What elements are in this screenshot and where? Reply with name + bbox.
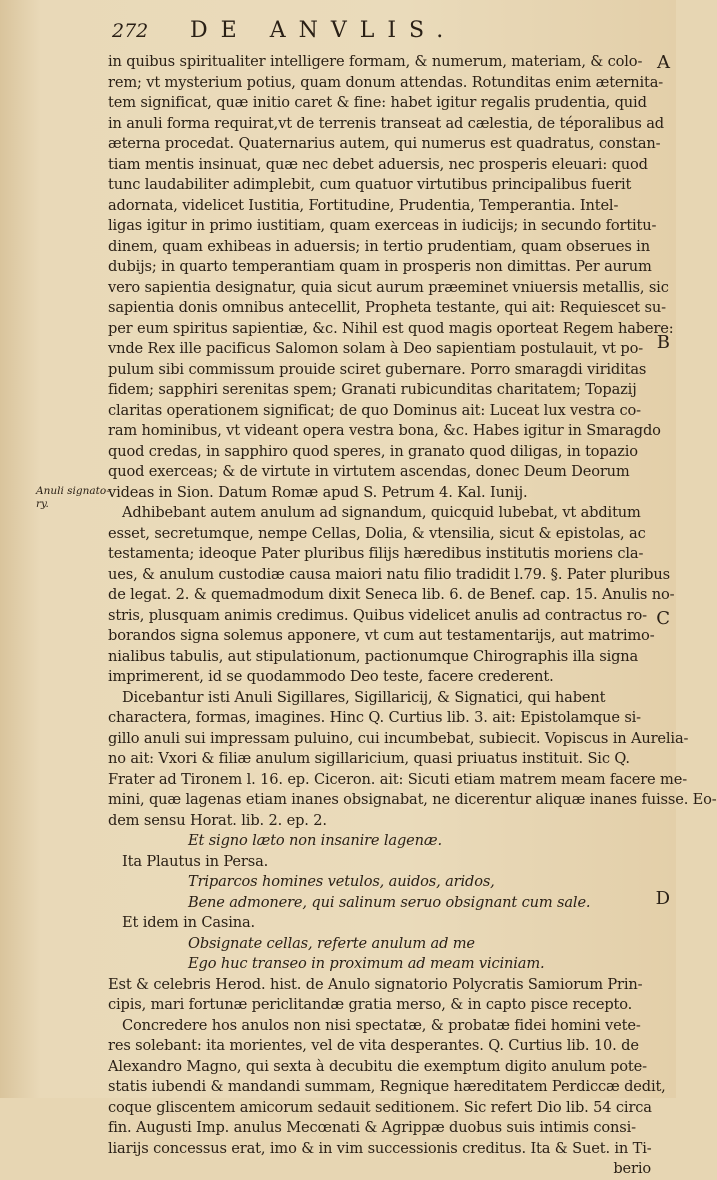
text-line: nialibus tabulis, aut stipulationum, pactionumque Chirographis illa signa (108, 647, 639, 665)
text-line: Obsignate cellas, referte anulum ad me (188, 934, 475, 952)
margin-letter-a: A (657, 52, 670, 73)
body-text (108, 52, 717, 1180)
margin-note (36, 485, 110, 511)
margin-letter-b: B (656, 332, 670, 353)
text-line: tem significat, quæ initio caret & fine: habet igitur regalis prudentia, quid (108, 94, 647, 111)
text-line: pulum sibi commissum prouide sciret gubernare. Porro smaragdi viriditas (108, 360, 647, 378)
margin-letter-d: D (655, 888, 670, 909)
margin-note-line: ry. (36, 498, 49, 510)
text-line: liarijs concessus erat, imo & in vim successionis creditus. Ita & Suet. in Ti- (108, 1139, 652, 1157)
text-line: vero sapientia designatur, quia sicut aurum præeminet vniuersis metallis, sic (108, 278, 669, 296)
text-line: statis iubendi & mandandi summam, Regnique hæreditatem Perdiccæ dedit, (108, 1078, 666, 1095)
text-line: esset, secretumque, nempe Cellas, Dolia, & vtensilia, sicut & epistolas, ac (108, 524, 646, 542)
text-line: in quibus spiritualiter intelligere formam, & numerum, materiam, & colo- (108, 53, 643, 70)
text-line: Frater ad Tironem l. 16. ep. Ciceron. ait: Sicuti etiam matrem meam facere me- (108, 770, 687, 788)
text-line: testamenta; ideoque Pater pluribus filijs hæredibus institutis moriens cla- (108, 545, 644, 562)
text-line: sapientia donis omnibus antecellit, Propheta testante, qui ait: Requiescet su- (108, 299, 666, 316)
text-line: ues, & anulum custodiæ causa maiori natu filio tradidit l.79. §. Pater pluribus (108, 565, 670, 583)
text-line: coque gliscentem amicorum sedauit seditionem. Sic refert Dio lib. 54 circa (108, 1098, 652, 1116)
page-number: 272 (112, 20, 149, 42)
text-line: charactera, formas, imagines. Hinc Q. Curtius lib. 3. ait: Epistolamque si- (108, 709, 641, 726)
text-line: fin. Augusti Imp. anulus Mecœnati & Agrippæ duobus suis intimis consi- (108, 1119, 636, 1136)
text-line: ligas igitur in primo iustitiam, quam exerceas in iudicijs; in secundo fortitu- (108, 217, 657, 234)
text-line: Et idem in Casina. (122, 914, 256, 931)
text-line: Ego huc transeo in proximum ad meam viciniam. (188, 955, 545, 972)
text-line: cipis, mari fortunæ periclitandæ gratia merso, & in capto pisce recepto. (108, 996, 633, 1013)
margin-note-line: Anuli signato- (36, 485, 110, 497)
text-line: Bene admonere, qui salinum seruo obsignant cum sale. (188, 893, 591, 911)
text-line: ram hominibus, vt videant opera vestra bona, &c. Habes igitur in Smaragdo (108, 422, 661, 439)
text-line: Triparcos homines vetulos, auidos, aridos, (188, 873, 495, 890)
text-line: Dicebantur isti Anuli Sigillares, Sigillaricij, & Signatici, qui habent (122, 688, 606, 706)
text-line: rem; vt mysterium potius, quam donum attendas. Rotunditas enim æternita- (108, 73, 664, 91)
text-line: videas in Sion. Datum Romæ apud S. Petrum 4. Kal. Iunij. (108, 483, 528, 501)
text-line: res solebant: ita morientes, vel de vita desperantes. Q. Curtius lib. 10. de (108, 1037, 639, 1054)
text-line: vnde Rex ille pacificus Salomon solam à Deo sapientiam postulauit, vt po- (108, 340, 643, 357)
text-line: imprimerent, id se quodammodo Deo teste, facere crederent. (108, 668, 554, 685)
text-line: æterna procedat. Quaternarius autem, qui numerus est quadratus, constan- (108, 135, 661, 152)
text-line: dinem, quam exhibeas in aduersis; in tertio prudentiam, quam obserues in (108, 237, 650, 255)
text-line: borandos signa solemus apponere, vt cum aut testamentarijs, aut matrimo- (108, 627, 655, 644)
text-line: Ita Plautus in Persa. (122, 852, 269, 870)
text-line: berio (613, 1160, 651, 1177)
text-line: Concredere hos anulos non nisi spectatæ, & probatæ fidei homini vete- (122, 1016, 641, 1034)
text-line: mini, quæ lagenas etiam inanes obsignabat, ne dicerentur aliquæ inanes fuisse. Eo- (108, 791, 717, 808)
text-line: Adhibebant autem anulum ad signandum, quicquid lubebat, vt abditum (122, 504, 641, 521)
text-line: adornata, videlicet Iustitia, Fortitudine, Prudentia, Temperantia. Intel- (108, 196, 619, 214)
text-line: quod exerceas; & de virtute in virtutem ascendas, donec Deum Deorum (108, 463, 630, 480)
text-line: Alexandro Magno, qui sexta à decubitu die exemptum digito anulum pote- (108, 1057, 647, 1075)
text-line: Est & celebris Herod. hist. de Anulo signatorio Polycratis Samiorum Prin- (108, 975, 643, 993)
text-line: de legat. 2. & quemadmodum dixit Seneca lib. 6. de Benef. cap. 15. Anulis no- (108, 586, 675, 603)
running-title: DE ANVLIS. (190, 18, 457, 43)
text-line: per eum spiritus sapientiæ, &c. Nihil est quod magis oporteat Regem habere: (108, 319, 674, 337)
text-line: no ait: Vxori & filiæ anulum sigillaricium, quasi priuatus instituit. Sic Q. (108, 750, 630, 767)
text-line: gillo anuli sui impressam puluino, cui incumbebat, subiecit. Vopiscus in Aurelia- (108, 729, 689, 747)
text-line: fidem; sapphiri serenitas spem; Granati rubicunditas charitatem; Topazij (108, 381, 637, 398)
text-line: stris, plusquam animis credimus. Quibus videlicet anulis ad contractus ro- (108, 606, 647, 624)
text-line: tiam mentis insinuat, quæ nec debet aduersis, nec prosperis eleuari: quod (108, 155, 648, 173)
text-line: Et signo læto non insanire lagenæ. (188, 832, 442, 849)
text-line: in anuli forma requirat,vt de terrenis transeat ad cælestia, de téporalibus ad (108, 114, 664, 132)
text-line: dubijs; in quarto temperantiam quam in prosperis non dimittas. Per aurum (108, 258, 652, 275)
text-line: claritas operationem significat; de quo Dominus ait: Luceat lux vestra co- (108, 401, 641, 419)
text-line: tunc laudabiliter adimplebit, cum quatuor virtutibus principalibus fuerit (108, 176, 632, 193)
page-header (108, 18, 628, 48)
margin-letter-c: C (656, 608, 670, 629)
text-line: dem sensu Horat. lib. 2. ep. 2. (108, 811, 327, 829)
text-line: quod credas, in sapphiro quod speres, in granato quod diligas, in topazio (108, 442, 638, 460)
